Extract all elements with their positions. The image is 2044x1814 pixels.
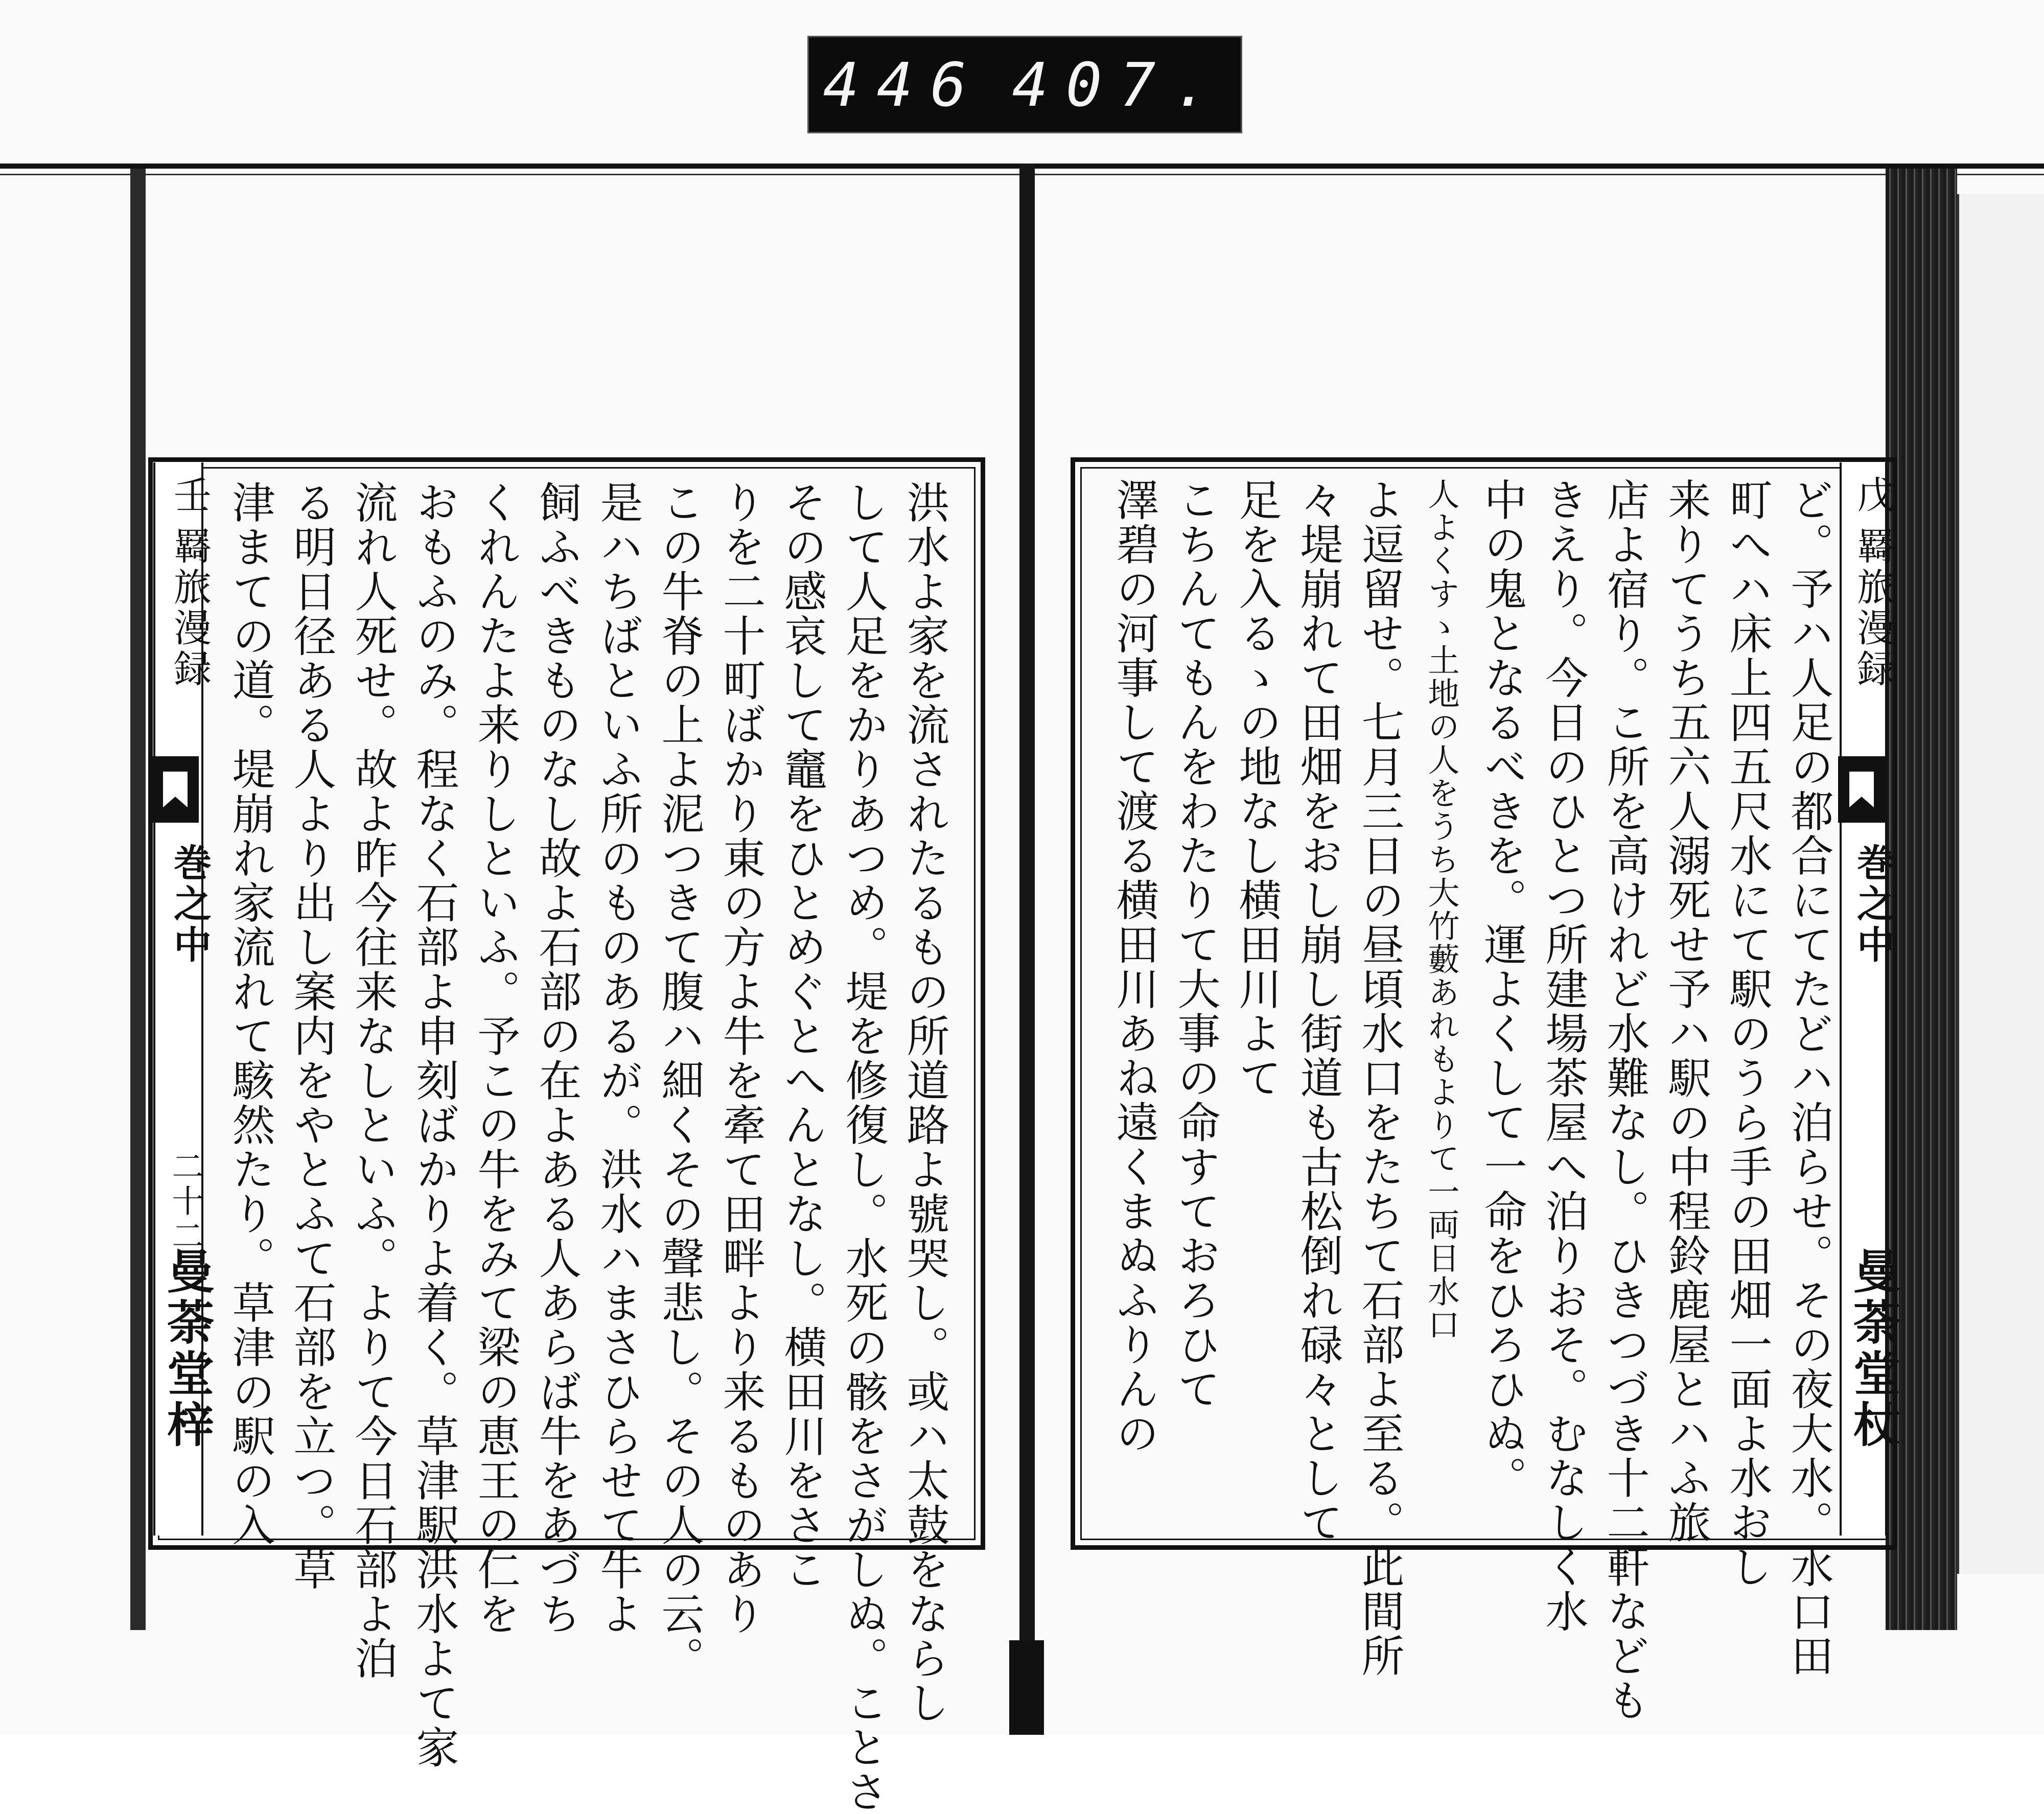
left-page-edge: [130, 169, 146, 1630]
right-margin-publisher: 曼荼堂杖: [1846, 1247, 1901, 1451]
left-text-column: りを二十町ばかり東の方よ牛を牽て田畔より来るものあり: [716, 480, 766, 1636]
right-page-text: [1083, 478, 1840, 1723]
left-text-column: 飼ふべきものなし故よ石部の在よある人あらば牛をあづち: [532, 480, 582, 1636]
left-text-column: る明日径ある人より出し案内をやとふて石部を立つ。草: [287, 480, 337, 1592]
right-text-column: 来りてうち五六人溺死せ予ハ駅の中程鈴鹿屋とハふ旅: [1661, 478, 1711, 1545]
left-text-column: この牛脊の上よ泥つきて腹ハ細くその聲悲し。その人の云。: [655, 480, 705, 1681]
archive-number-left: 446: [823, 49, 984, 120]
left-text-column: 流れ人死せ。故よ昨今往来なしといふ。よりて今日石部よ泊: [348, 480, 398, 1681]
left-text-column: 洪水よ家を流されたるもの所道路よ號哭し。或ハ太鼓をならし: [900, 480, 950, 1725]
left-text-column: 是ハちばといふ所のものあるが。洪水ハまさひらせて牛よ: [593, 480, 643, 1636]
right-text-column: 中の鬼となるべきを。運よくして一命をひろひぬ。: [1477, 478, 1527, 1500]
left-text-column: その感哀して竈をひとめぐとへんとなし。横田川をさこ: [777, 480, 827, 1592]
left-margin-publisher: 曼荼堂梓: [159, 1247, 215, 1451]
left-page-text: [184, 480, 956, 1814]
right-text-column: こちんてもんをわたりて大事の命すておろひて: [1171, 478, 1221, 1411]
right-margin-era: 戊: [1851, 475, 1895, 516]
left-text-column: 津まての道。堤崩れ家流れて駭然たり。草津の駅の入: [225, 480, 275, 1547]
left-text-column: くれんたよ来りしといふ。予この牛をみて梁の恵王の仁を: [471, 480, 521, 1636]
right-text-column: 町へハ床上四五尺水にて駅のうら手の田畑一面よ水おし: [1723, 478, 1773, 1589]
left-text-column: して人足をかりあつめ。堤を修復し。水死の骸をさがしぬ。ことさ: [839, 480, 889, 1814]
right-text-column: 澤碧の河事して渡る横田川あね遠くまぬふりんの: [1109, 478, 1159, 1456]
right-text-column: よ逗留せ。七月三日の昼頃水口をたちて石部よ至る。此間所: [1355, 478, 1405, 1678]
archive-number-label: [807, 36, 1242, 133]
left-margin-page-number: 二十二: [167, 1150, 204, 1254]
right-next-leaf: [1957, 194, 2044, 1574]
right-fishtail-mark: [1838, 756, 1885, 823]
right-text-column: ど。予ハ人足の都合にてたどハ泊らせ。その夜大水。水口田: [1784, 478, 1834, 1678]
right-text-column: 人よくすゝ土地の人をうち大竹藪あれもよりて一両日水口: [1423, 478, 1460, 1341]
left-margin-era: 壬: [168, 475, 212, 516]
right-text-column: 足を入るゝの地なし横田川よて: [1232, 478, 1282, 1100]
right-text-column: きえり。今日のひとつ所建場茶屋へ泊りおそ。むなしく水: [1539, 478, 1589, 1634]
left-text-column: おもふのみ。程なく石部よ申刻ばかりよ着く。草津駅洪水よて家: [409, 480, 459, 1770]
right-text-column: 々堤崩れて田畑をおし崩し街道も古松倒れ碌々として: [1293, 478, 1343, 1545]
right-margin-volume: 巻之中: [1851, 843, 1895, 966]
left-margin-volume: 巻之中: [168, 843, 212, 966]
archive-number-right: 407.: [1012, 49, 1227, 120]
right-margin-book-title: 羇旅漫録: [1851, 526, 1895, 690]
right-text-column: 店よ宿り。こ所を高けれど水難なし。ひきつづき十二軒なども: [1600, 478, 1650, 1723]
book-gutter: [1019, 164, 1035, 1735]
left-margin-book-title: 羇旅漫録: [168, 526, 212, 690]
gutter-binding-tab: [1009, 1640, 1044, 1735]
